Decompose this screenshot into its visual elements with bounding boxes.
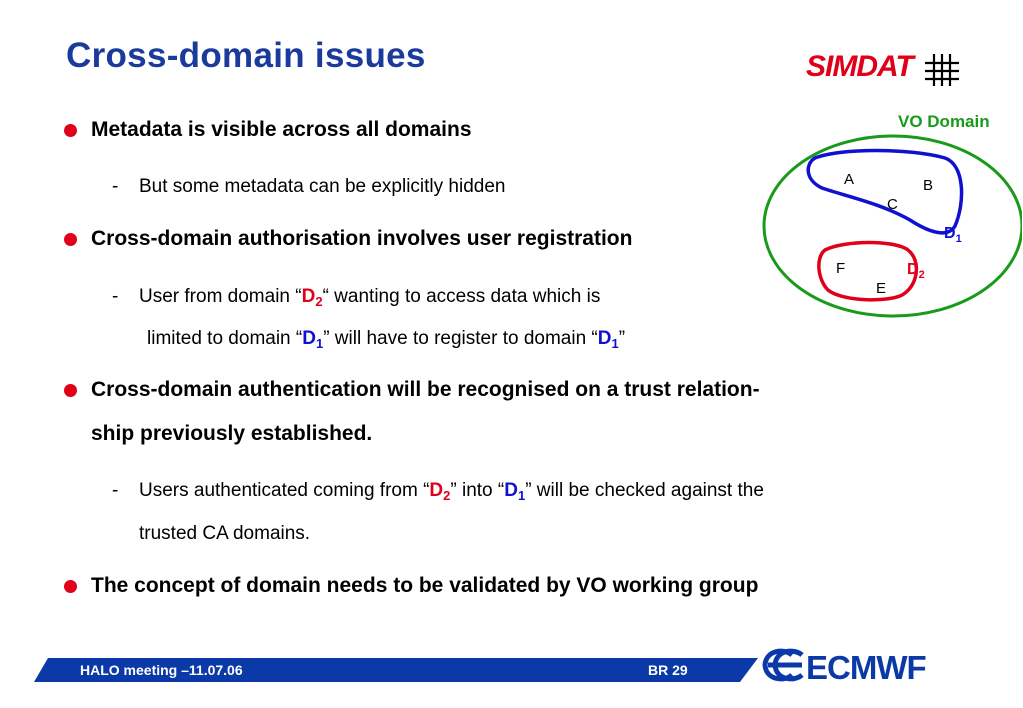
bullet-3-text-line-1: Cross-domain authentication will be recognised on a trust relation- — [91, 378, 760, 401]
domain-d1-label: $D_1$ — [302, 328, 324, 351]
d2-member-f: F — [836, 260, 846, 277]
ecmwf-logo — [760, 645, 970, 687]
bullet-3-text-line-2: ship previously established. — [91, 422, 373, 445]
bullet-3-sub-1-text: Users authenticated coming from “$D_2$” into “$D_1$” will be checked against the — [139, 480, 764, 503]
simdat-logo: SIMDAT — [806, 50, 913, 83]
bullet-2-text: Cross-domain authorisation involves user registration — [91, 227, 633, 250]
ecmwf-logo-text: ECMWF — [806, 649, 926, 686]
d1-label: $D_1$ — [944, 225, 962, 245]
bullet-1-sub-1-text: But some metadata can be explicitly hidden — [139, 176, 506, 197]
bullet-dot-icon — [64, 384, 77, 397]
d2-member-e: E — [876, 280, 887, 297]
bullet-2-sub-1-text: User from domain “$D_2“$ wanting to access data which is — [139, 286, 601, 309]
bullet-1-text: Metadata is visible across all domains — [91, 118, 472, 141]
slide-title: Cross-domain issues — [66, 36, 426, 75]
d1-member-c: C — [887, 196, 898, 213]
dash: - — [112, 480, 119, 501]
domain-diagram — [760, 108, 1022, 333]
d2-label: $D_2$ — [907, 261, 925, 281]
dash: - — [112, 286, 119, 307]
d1-domain-shape — [808, 151, 961, 233]
d1-member-a: A — [844, 171, 855, 188]
grid-logo-icon — [922, 52, 962, 88]
bullet-dot-icon — [64, 233, 77, 246]
bullet-3-sub-1-text-2: trusted CA domains. — [139, 523, 311, 544]
vo-domain-label: VO Domain — [898, 112, 990, 131]
footer-meeting-label: HALO meeting –11.07.06 — [80, 662, 243, 678]
vo-domain-ellipse — [764, 136, 1022, 316]
bullet-dot-icon — [64, 580, 77, 593]
domain-d2-label: $D_2$ — [301, 286, 323, 309]
bullet-2-sub-1-text-2: limited to domain “$D_1$” will have to register to domain “$D_1$” — [147, 328, 626, 351]
dash: - — [112, 176, 119, 197]
domain-d1-label: $D_1$ — [597, 328, 619, 351]
domain-d1-label: $D_1$ — [504, 480, 526, 503]
bullet-4-text: The concept of domain needs to be validated by VO working group — [91, 574, 759, 597]
domain-d2-label: $D_2$ — [429, 480, 451, 503]
footer-page-number: BR 29 — [648, 662, 688, 678]
d1-member-b: B — [923, 177, 934, 194]
bullet-dot-icon — [64, 124, 77, 137]
d2-domain-shape — [819, 243, 917, 300]
